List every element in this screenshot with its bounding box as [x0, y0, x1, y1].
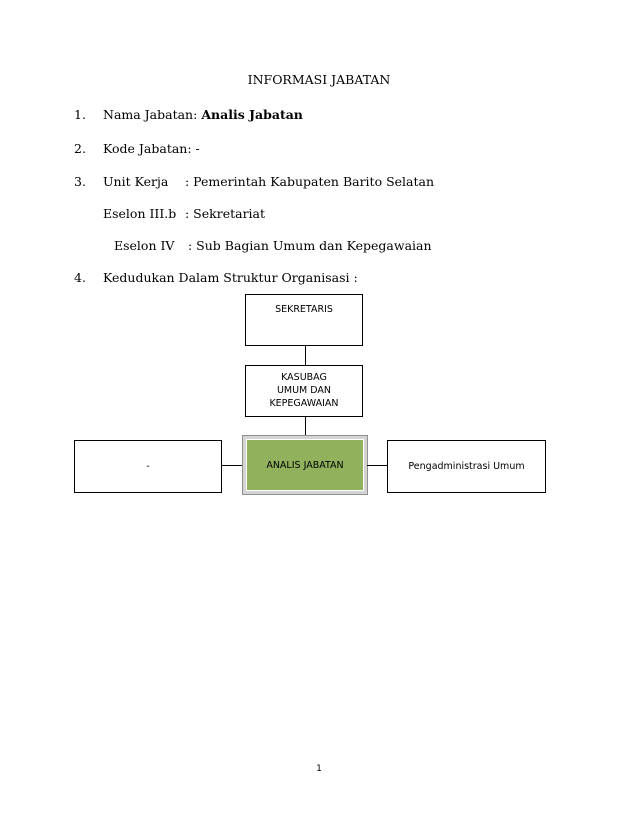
- page-number: 1: [316, 764, 322, 774]
- org-box-analis-jabatan: [243, 436, 367, 494]
- org-connector-top: [305, 346, 306, 365]
- org-box-sekretaris: [245, 294, 363, 346]
- item-number-1: 1.: [74, 107, 86, 122]
- job-name-label: Nama Jabatan:: [103, 107, 202, 122]
- item-number-2: 2.: [74, 141, 86, 156]
- org-box-right: Pengadministrasi Umum: [387, 440, 546, 493]
- org-connector-right: [367, 465, 387, 466]
- kasubag-line-1: KASUBAG: [281, 372, 327, 383]
- job-code-line: Kode Jabatan: -: [103, 141, 200, 156]
- item-number-4: 4.: [74, 270, 86, 285]
- org-box-kasubag: [245, 365, 363, 417]
- org-connector-left: [222, 465, 243, 466]
- job-name-value: Analis Jabatan: [201, 107, 303, 122]
- page-title: INFORMASI JABATAN: [247, 72, 391, 87]
- org-box-analis-jabatan-label: ANALIS JABATAN: [266, 459, 344, 471]
- eselon-3-label: Eselon III.b: [103, 206, 177, 221]
- org-box-sekretaris-label: SEKRETARIS: [275, 304, 333, 315]
- org-structure-label: Kedudukan Dalam Struktur Organisasi :: [103, 270, 358, 285]
- org-box-left: -: [74, 440, 222, 493]
- org-box-kasubag-label: [246, 371, 362, 410]
- work-unit-label: Unit Kerja: [103, 174, 169, 189]
- job-name-line: [103, 107, 303, 122]
- work-unit-value: : Pemerintah Kabupaten Barito Selatan: [185, 174, 435, 189]
- kasubag-line-2: UMUM DAN: [276, 385, 332, 396]
- eselon-4-value: : Sub Bagian Umum dan Kepegawaian: [188, 238, 432, 253]
- eselon-4-label: Eselon IV: [114, 238, 175, 253]
- kasubag-line-3: KEPEGAWAIAN: [269, 398, 339, 409]
- item-number-3: 3.: [74, 174, 86, 189]
- eselon-3-value: : Sekretariat: [185, 206, 266, 221]
- org-connector-middle: [305, 417, 306, 436]
